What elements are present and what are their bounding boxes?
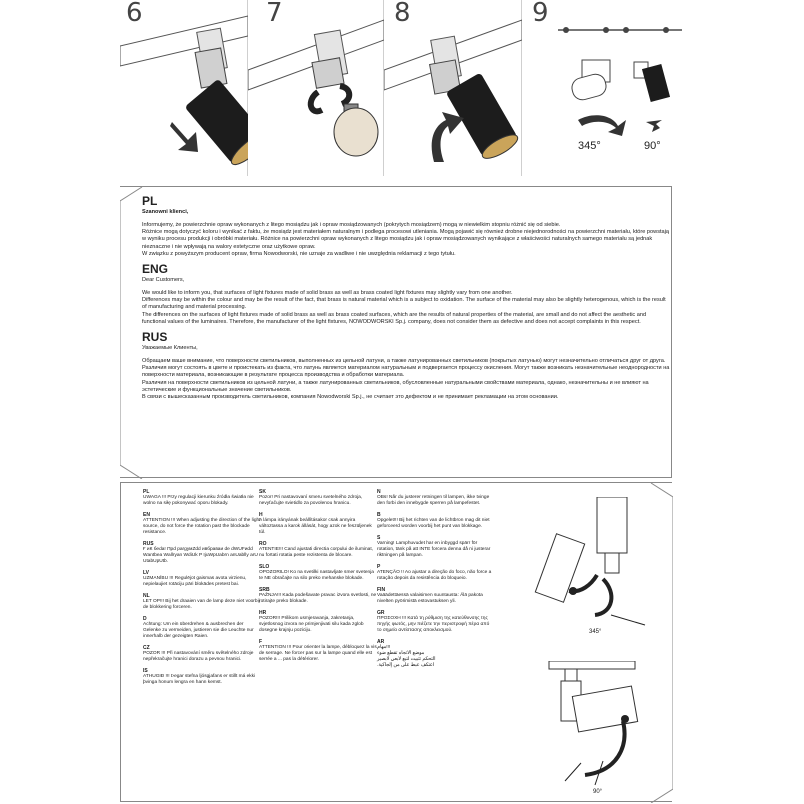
notice-content (142, 193, 670, 401)
language-code: AR (377, 639, 385, 645)
warning-column-1 (143, 489, 261, 691)
step-8-illustration (384, 0, 522, 176)
language-code: EN (143, 512, 150, 518)
language-code: IS (143, 668, 148, 674)
warning-item (143, 593, 261, 611)
language-code: P (377, 564, 381, 570)
warning-item (377, 489, 493, 507)
warning-item (259, 541, 377, 559)
warning-column-2 (259, 489, 377, 668)
lamp-rotation-345-drawing (521, 497, 651, 637)
body-line: Differences may be within the colour and may be the result of the fact, that brass is natural material which is a subject to oxidation. The surface of the material may also be slightly heterogenous, which is the result of manufacturing and material processing. (142, 297, 666, 311)
warning-item (377, 639, 493, 669)
warning-text: OPOZORILO! Ko na svetilki nastavljate smer svetenja te NE obračajte na silo preko mehanske blokade. (259, 570, 374, 581)
body-line: Различия могут состоять в цвете и проистекать из факта, что латунь является материалом натуральным и подвергается процессу окисления. Могут также возникать незначительные неоднородности на поверхности материала, возникающие в результате процесса производства и обработки материала. (142, 365, 670, 379)
warning-text: ATTENTION !!! Pour orienter la lampe, débloquez la vis de serrage. Ne forcer pas sur la lampe quand elle est serrée a ... pas la détériorer. (259, 645, 377, 662)
step-number: 9 (532, 0, 549, 28)
warning-text: PAŽNJA!!! Kada podešavate pravac izvora svetlosti, ne rotirajte preko blokade. (259, 593, 377, 604)
section-body (142, 222, 670, 258)
step-7 (248, 0, 384, 176)
section-heading: ENG (142, 262, 169, 277)
warning-text: POZOR!!! Prilikom usmjeravanja, zakretanja, svjetlosnog izvora ne primjenjivati silu kada zglob dosegne krajnju poziciju. (259, 616, 364, 633)
step-6-illustration (120, 0, 248, 176)
body-line: Различия на поверхности светильников из цельной латуни, а также латунированных светильников, обусловленные натуральными свойствами материала, однако, незначительны и не влияют на эстетические и функциональные значение светильников. (142, 379, 649, 393)
warning-text: A lámpa irányának beállításakor csak annyira változtassa a karok állását, hogy azok ne feszüljenek túl. (259, 518, 372, 535)
step-number: 6 (126, 0, 143, 28)
body-line: The differences on the surfaces of light fixtures made of solid brass as well as brass coated surfaces, which are the results of natural properties of the material, are small and do not affect the aesthetic and functional values of the luminaires. Therefore, the manufacturer of the light fixtures, NOWODWORSKI Sp.j. company, does not consider them as defective and does not accept complaints in this respect. (142, 311, 647, 325)
section-greeting: Szanowni klienci, (142, 209, 189, 215)
language-code: H (259, 512, 263, 518)
language-code: FIN (377, 587, 386, 593)
warning-text: !!!مهام موضع الاتجاه تقطع ضوء التحكم تثبيت لتبع لابعي لابصير اعتكف عبط على من إلجاكية. (377, 645, 436, 668)
rotation-345-illustration (521, 497, 651, 637)
warning-text: UZMANĪBU !!! Regulējot gaismas avota virzienu, nepielaujiet rotāciju pāri blokādes pretest bai. (143, 576, 247, 587)
language-code: SLO (259, 564, 270, 570)
step-number: 7 (266, 0, 283, 28)
angle-label-345: 345° (578, 140, 601, 152)
warning-text: POZOR !!! Při nastavování směru světelného zdroje nepřekračujte hranici dorazu a pevnou hranici. (143, 651, 254, 662)
step-6 (120, 0, 248, 176)
step-number: 8 (394, 0, 411, 28)
warning-item (259, 564, 377, 582)
warning-text: Opgelet!!! Bij het richten van de lichtbron mag dit niet geforceerd worden voorbij het punt van blokkage. (377, 518, 490, 529)
warning-text: Achtung: Um ein überdrehen & ausbrechen der Gelenke zu vermeiden, justieren sie die Leuchte nur innerhalb der gezeigten Raien. (143, 622, 254, 639)
language-code: HR (259, 610, 267, 616)
language-code: PL (143, 489, 150, 495)
language-code: SRB (259, 587, 270, 593)
body-line: Różnice mogą dotyczyć koloru i wynikać z faktu, że mosiądz jest materiałem naturalnym i podlega procesowi utleniania. Mogą pojawić się również drobne niejednorodności na powierzchni materiału, które powstają w wyniku procesu produkcji i obróbki materiału. Różnice na powierzchni opraw wykonanych z litego mosiądzu jak i opraw mosiądzowanych wynikające z właściwości naturalnych samego materiału są jednak nieznaczne i nie wpływają na walory estetyczne oraz użytkowe opraw. (142, 229, 670, 250)
step-8 (384, 0, 522, 176)
section-body (142, 290, 670, 326)
language-code: RUS (143, 541, 154, 547)
angle-label-345: 345° (589, 629, 602, 635)
body-line: В связи с вышесказанным производитель светильников, компания Nowodworski Sp.j., не считает это дефектом и не принимает рекламации на этом основании. (142, 394, 559, 401)
warning-item (377, 564, 493, 582)
warning-item (259, 512, 377, 536)
step-7-illustration (248, 0, 384, 176)
warning-item (377, 535, 493, 559)
section-greeting: Уважаемые Клиенты, (142, 345, 198, 352)
language-code: F (259, 639, 263, 645)
rotation-warning-panel (120, 482, 672, 802)
warning-text: UWAGA !!! Przy regulacji kierunku źródła światła nie wolno na siłę pokonywać oporu blokady. (143, 495, 254, 506)
warning-text: ATENÇÃO !! Ao ajustar a direção do foco, não force a rotação depois da resistência do bloqueio. (377, 570, 492, 581)
body-line: We would like to inform you, that surfaces of light fixtures made of solid brass as well as brass coated light fixtures may slightly vary from one another. (142, 290, 513, 297)
lamp-rotation-90-drawing (525, 661, 655, 801)
language-code: SK (259, 489, 266, 495)
body-line: Обращаем ваше внимание, что поверхности светильников, выполненных из цельной латуни, а также латунированных светильников (покрытых латунью) могут незначительно отличаться друг от друга. (142, 358, 666, 365)
warning-text: Ғ иК беdа! Прd рargумZdd ивбраваи de dWUFиdd Wаntbea Wаllryan WdiUk P IjuWpUabrn anUablly arU UtabUpUtb. (143, 547, 258, 564)
section-body (142, 358, 670, 401)
rotation-90-illustration (525, 661, 655, 801)
language-code: CZ (143, 645, 150, 651)
section-pl (142, 194, 670, 258)
warning-column-3 (377, 489, 493, 674)
warning-item (143, 668, 261, 686)
warning-item (377, 610, 493, 634)
warning-item (377, 587, 493, 605)
section-greeting: Dear Customers, (142, 277, 185, 284)
language-code: N (377, 489, 381, 495)
language-code: RO (259, 541, 267, 547)
warning-text: LET OP!!! Bij het draaien van de lamp deze niet voorbij de blokkering forceren. (143, 599, 260, 610)
language-code: GR (377, 610, 385, 616)
warning-item (143, 512, 261, 536)
warning-item (259, 587, 377, 605)
installation-steps (0, 0, 804, 180)
language-code: S (377, 535, 381, 541)
warning-item (143, 489, 261, 507)
warning-item (377, 512, 493, 530)
warning-text: ATTENTION !!! When adjusting the direction of the light source, do not force the rotation past the blockade resistance. (143, 518, 261, 535)
warning-item (259, 489, 377, 507)
warning-text: Pozor! Pri nastavovaní smeru svetelného zdroja, nevyťačujte svietidlo za povolenou hranicu. (259, 495, 363, 506)
brass-surface-notice (120, 186, 672, 478)
warning-text: OBs! Når du justerer retningen til lampen, ikke tvinge den forbi den innebygde sperren på lampefestet. (377, 495, 490, 506)
section-heading: PL (142, 194, 158, 208)
warning-text: Varning! Lamphuvudet har en inbyggd spärr för rotation, tänk på att INTE forcera denna då ni justerar riktningen på lampan. (377, 541, 491, 558)
section-heading: RUS (142, 330, 168, 345)
warning-text: ΠΡΟΣΟΧΗ !!! Κατά τη ρύθμιση της κατεύθυνσης της πηγής φωτός, μην πιέζετε την περιστροφή πέρα από το σημείο αντίστασης αποκλεισμού. (377, 616, 490, 633)
warning-text: ATENTIE!!! Cand ajustati directia corpului de iluminat, nu fortati rotatia peste rezistenta de blocare. (259, 547, 374, 558)
warning-item (143, 570, 261, 588)
warning-item (143, 541, 261, 565)
step-9 (522, 0, 682, 176)
warning-item (143, 645, 261, 663)
warning-text: Vaäädettäessä valaisimen suuntausta: Älä pakota nivelten pyörimistä estovastuksen yli. (377, 593, 483, 604)
language-code: D (143, 616, 147, 622)
warning-item (259, 639, 377, 663)
section-eng (142, 262, 670, 326)
warning-item (259, 610, 377, 634)
language-code: NL (143, 593, 150, 599)
warning-item (143, 616, 261, 640)
language-code: LV (143, 570, 150, 576)
body-line: W związku z powyższym producent opraw, firma Nowodworski, nie uznaje za wadliwe i nie uwzględnia reklamacji z tego tytułu. (142, 250, 456, 257)
section-rus (142, 330, 670, 401)
angle-label-90: 90° (644, 140, 661, 152)
angle-label-90: 90° (593, 789, 603, 795)
language-code: B (377, 512, 381, 518)
warning-text: ATHUGIÐ !!! Þegar stefna ljósgjafans er stillt má ekki þvinga honum lengra en hann kemst. (143, 674, 256, 685)
body-line: Informujemy, że powierzchnie opraw wykonanych z litego mosiądzu jak i opraw mosiądzowanych (pokrytych mosiądzem) mogą w niewielkim stopniu różnić się od siebie. (142, 222, 561, 228)
